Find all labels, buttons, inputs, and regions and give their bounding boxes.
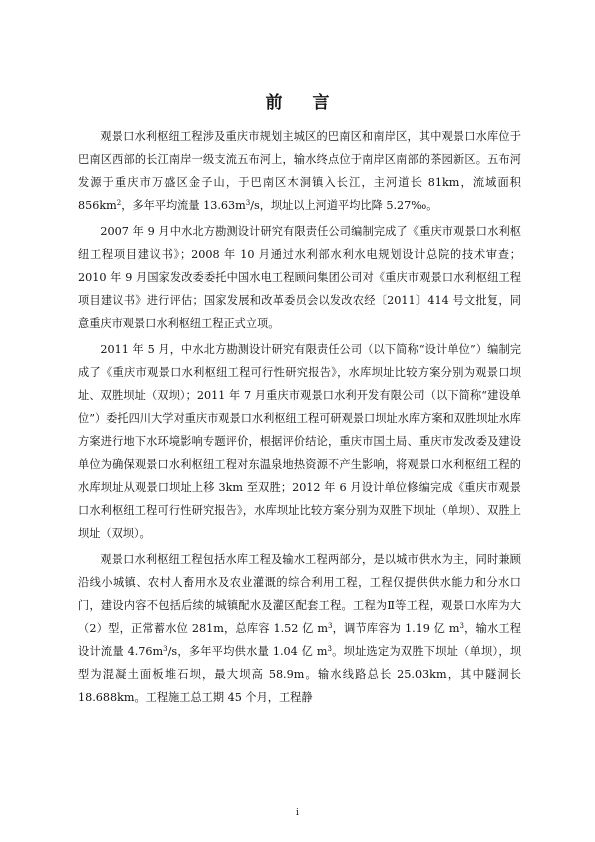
- document-body: [78, 125, 521, 709]
- volume-unit-superscript-3: 3: [327, 645, 332, 653]
- paragraph-4-text-d: /s，多年平均供水量 1.04 亿 m: [167, 645, 328, 658]
- paragraph-2: [78, 220, 521, 335]
- paragraph-4-text-e: 。坝址选定为双胜下坝址（单坝），坝型为混凝土面板堆石坝，最大坝高 58.9m。输水线路总长 25.03km，其中隧洞长 18.688km。工程施工总工期 45 个月，工程静: [78, 645, 522, 704]
- page-title: 前 言: [265, 93, 342, 113]
- paragraph-4-text-a: 观景口水利枢纽工程包括水库工程及输水工程两部分，是以城市供水为主，同时兼顾沿线小城镇、农村人畜用水及农业灌溉的综合利用工程，工程仅提供供水能力和分水口门，建设内容不包括后续的城镇配水及灌区配套工程。工程为Ⅱ等工程，观景口水库为大（2）型，正常蓄水位 281m，总库容 1.52 亿 m: [78, 553, 521, 635]
- volume-unit-superscript-2: 3: [459, 622, 464, 630]
- area-unit-superscript: 2: [116, 199, 122, 207]
- paragraph-1-text-b: ，多年平均流量 13.63m: [121, 199, 246, 212]
- paragraph-4: [78, 548, 521, 709]
- paragraph-4-text-c: ，输水工程设计流量 4.76m: [78, 622, 521, 658]
- paragraph-1-text-a: 观景口水利枢纽工程涉及重庆市规划主城区的巴南区和南岸区，其中观景口水库位于巴南区西部的长江南岸一级支流五布河上，输水终点位于南岸区南部的茶园新区。五布河发源于重庆市万盛区金子山，于巴南区木洞镇入长江，主河道长 81km，流域面积 856km: [78, 130, 521, 212]
- paragraph-2-text: 2007 年 9 月中水北方勘测设计研究有限责任公司编制完成了《重庆市观景口水利枢纽工程项目建议书》；2008 年 10 月通过水利部水利水电规划设计总院的技术审查；2010 年 9 月国家发改委委托中国水电工程顾问集团公司对《重庆市观景口水利枢纽工程项目建议书》进行评估；国家发展和改革委员会以发改农经〔2011〕414 号文批复，同意重庆市观景口水利枢纽工程正式立项。: [78, 225, 521, 330]
- flow-unit-superscript: 3: [245, 199, 251, 207]
- paragraph-1: [78, 125, 521, 217]
- page-number: i: [296, 808, 299, 818]
- volume-unit-superscript-1: 3: [327, 622, 333, 630]
- paragraph-1-text-c: /s，坝址以上河道平均比降 5.27‰。: [250, 199, 438, 212]
- paragraph-4-text-b: ，调节库容为 1.19 亿 m: [332, 622, 460, 635]
- paragraph-3: [78, 338, 521, 545]
- paragraph-3-text: 2011 年 5 月，中水北方勘测设计研究有限责任公司（以下简称“设计单位”）编制完成了《重庆市观景口水利枢纽工程可行性研究报告》，水库坝址比较方案分别为观景口坝址、双胜坝址（双坝）；2011 年 7 月重庆市观景口水利开发有限公司（以下简称“建设单位”）委托四川大学对重庆市观景口水利枢纽工程可研观景口坝址水库方案和双胜坝址水库方案进行地下水环境影响专题评价，根据评价结论，重庆市国土局、重庆市发改委及建设单位为确保观景口水利枢纽工程对东温泉地热资源不产生影响，将观景口水利枢纽工程的水库坝址从观景口坝址上移 3km 至双胜；2012 年 6 月设计单位修编完成《重庆市观景口水利枢纽工程可行性研究报告》，水库坝址比较方案分别为双胜下坝址（单坝）、双胜上坝址（双坝）。: [78, 343, 521, 540]
- flow-unit-superscript-2: 3: [163, 645, 168, 653]
